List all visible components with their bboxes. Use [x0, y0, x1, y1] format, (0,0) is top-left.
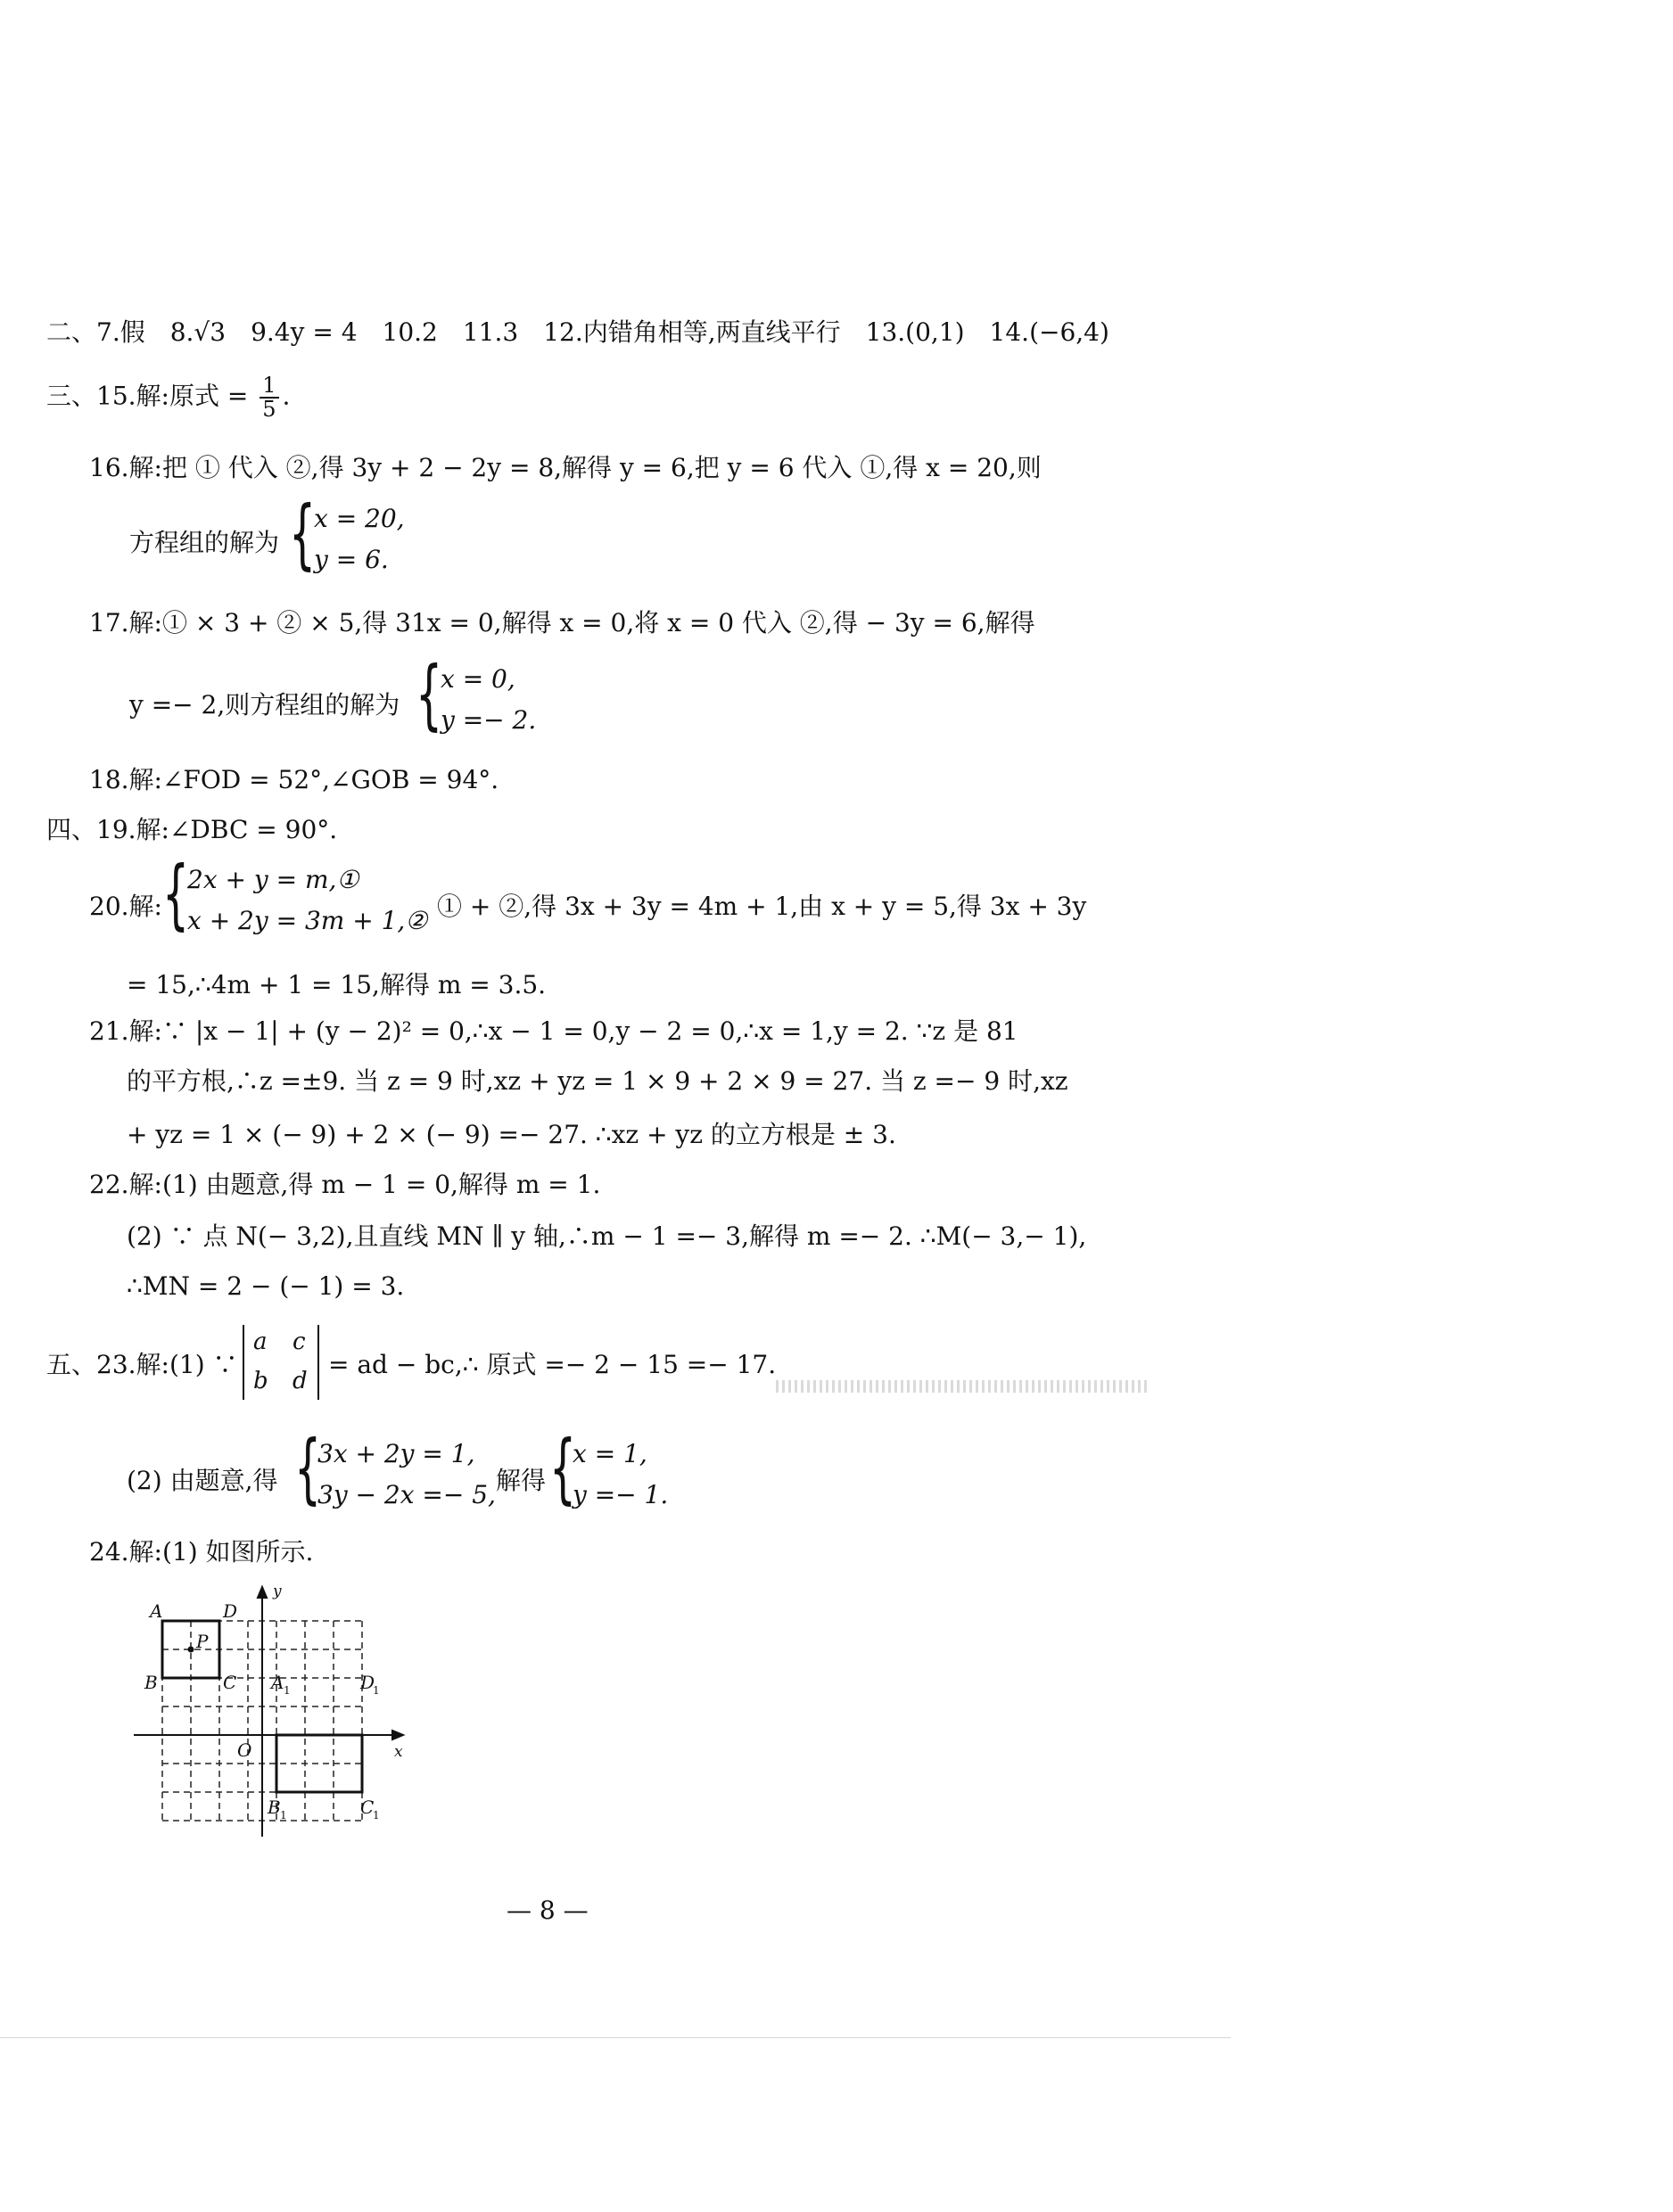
det-c: c [293, 1328, 306, 1355]
q23-sol-row: x = 1, [573, 1439, 647, 1468]
q23-part2-system [317, 1439, 496, 1521]
q23-determinant [243, 1325, 319, 1400]
label-x: x [394, 1743, 403, 1761]
q17-intro: y =− 2,则方程组的解为 [129, 690, 400, 720]
q23-part2-solution [573, 1439, 668, 1521]
q21-line1: 21.解:∵ |x − 1| + (y − 2)² = 0,∴x − 1 = 0,y − 2 = 0,∴x = 1,y = 2. ∵z 是 81 [89, 1016, 1018, 1046]
label-C1-sub: 1 [373, 1809, 380, 1821]
q15-fraction [260, 374, 278, 421]
label-P: P [196, 1631, 209, 1652]
q15-numerator: 1 [260, 374, 278, 399]
coordinate-grid-figure [125, 1578, 428, 1846]
label-A: A [150, 1600, 163, 1622]
q20-sys-row: x + 2y = 3m + 1,② [187, 906, 428, 935]
q15-suffix: . [282, 381, 291, 411]
q17-sys-row: y =− 2. [441, 705, 537, 735]
scan-smudge [776, 1380, 1150, 1393]
label-C: C [223, 1672, 237, 1693]
q23-part2-mid: 解得 [496, 1466, 547, 1495]
label-D1-sub: 1 [373, 1684, 380, 1697]
q23-sol-row: y =− 1. [573, 1480, 669, 1509]
q16-line1: 16.解:把 ① 代入 ②,得 3y + 2 − 2y = 8,解得 y = 6,把 y = 6 代入 ①,得 x = 20,则 [89, 453, 1042, 482]
q23-after: = ad − bc,∴ 原式 =− 2 − 15 =− 17. [328, 1350, 777, 1379]
q23-sys-row: 3x + 2y = 1, [317, 1439, 475, 1468]
y-axis-arrow [258, 1587, 267, 1598]
q22-line3: ∴MN = 2 − (− 1) = 3. [127, 1271, 405, 1301]
x-axis-arrow [392, 1731, 403, 1739]
q17-line1: 17.解:① × 3 + ② × 5,得 31x = 0,解得 x = 0,将 x = 0 代入 ②,得 − 3y = 6,解得 [89, 608, 1035, 637]
label-B1: B [268, 1797, 281, 1818]
page-number: — 8 — [507, 1895, 589, 1925]
label-B: B [144, 1672, 158, 1693]
bottom-rule [0, 2037, 1231, 2038]
q20-after: ① + ②,得 3x + 3y = 4m + 1,由 x + y = 5,得 3x + 3y [437, 892, 1087, 921]
q15-denominator: 5 [262, 397, 276, 423]
q17-system [441, 664, 536, 746]
label-y: y [273, 1583, 282, 1600]
label-O: O [237, 1739, 252, 1761]
q22-line2: (2) ∵ 点 N(− 3,2),且直线 MN ∥ y 轴,∴m − 1 =− 3,解得 m =− 2. ∴M(− 3,− 1), [127, 1221, 1087, 1251]
q23-brace-2: { [549, 1424, 577, 1513]
q15-answer [46, 374, 290, 421]
q20-label: 20.解: [89, 892, 162, 921]
det-d: d [293, 1368, 308, 1394]
point-P [188, 1647, 194, 1653]
q15-prefix: 三、15.解:原式 = [46, 381, 257, 411]
q20-brace: { [162, 850, 190, 939]
q17-sys-row: x = 0, [441, 664, 515, 694]
det-a: a [253, 1328, 268, 1355]
q23-sys-row: 3y − 2x =− 5, [317, 1480, 496, 1509]
label-A1: A [271, 1672, 284, 1693]
q17-brace: { [416, 650, 443, 739]
q23-brace-1: { [294, 1424, 322, 1513]
q16-brace: { [289, 489, 317, 579]
label-C1: C [360, 1797, 375, 1818]
label-B1-sub: 1 [280, 1809, 287, 1821]
q20-sys-row: 2x + y = m,① [187, 865, 359, 894]
q20-line2: = 15,∴4m + 1 = 15,解得 m = 3.5. [127, 970, 547, 999]
fill-in-answers-line: 二、7.假 8.√3 9.4y = 4 10.2 11.3 12.内错角相等,两直线平行 13.(0,1) 14.(−6,4) [46, 317, 1109, 347]
label-D: D [223, 1600, 238, 1622]
label-A1-sub: 1 [284, 1684, 291, 1697]
q23-prefix: 五、23.解:(1) ∵ [46, 1350, 238, 1379]
q16-sys-row: x = 20, [314, 504, 405, 533]
q16-intro: 方程组的解为 [129, 528, 280, 557]
q22-line1: 22.解:(1) 由题意,得 m − 1 = 0,解得 m = 1. [89, 1170, 601, 1199]
q19-answer: 四、19.解:∠DBC = 90°. [46, 815, 338, 844]
q16-system [314, 504, 405, 586]
q21-line3: + yz = 1 × (− 9) + 2 × (− 9) =− 27. ∴xz + yz 的立方根是 ± 3. [127, 1120, 896, 1149]
q21-line2: 的平方根,∴z =±9. 当 z = 9 时,xz + yz = 1 × 9 + 2 × 9 = 27. 当 z =− 9 时,xz [127, 1066, 1068, 1096]
det-b: b [253, 1368, 268, 1394]
q16-sys-row: y = 6. [314, 545, 389, 574]
q18-answer: 18.解:∠FOD = 52°,∠GOB = 94°. [89, 765, 499, 794]
q24-text: 24.解:(1) 如图所示. [89, 1537, 314, 1566]
q20-system [187, 865, 427, 947]
q23-part2-label: (2) 由题意,得 [127, 1466, 278, 1495]
label-D1: D [360, 1672, 375, 1693]
